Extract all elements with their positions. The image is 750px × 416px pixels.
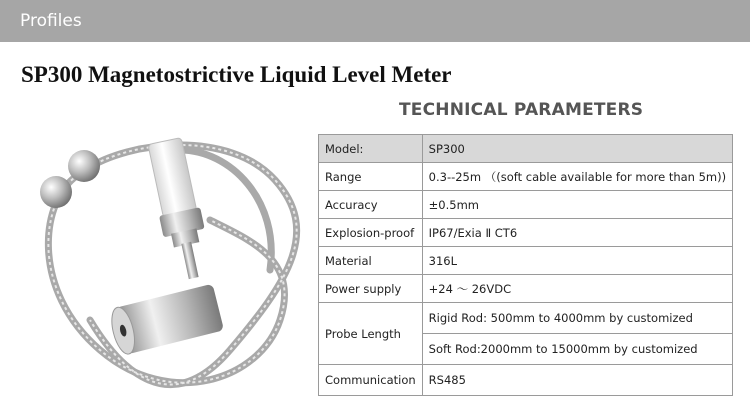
float-ball [68, 150, 100, 182]
table-row [319, 163, 733, 191]
table-row [319, 365, 733, 396]
section-label: Profiles [20, 11, 82, 31]
table-row [319, 303, 733, 334]
float-ball [40, 176, 72, 208]
spec-label: Power supply [319, 275, 423, 303]
spec-value: +24 ～ 26VDC [422, 275, 732, 303]
spec-label: Probe Length [319, 303, 423, 365]
sensor-head [144, 137, 214, 283]
spec-value: 0.3--25m （(soft cable available for more than 5m)) [422, 163, 732, 191]
spec-value: Soft Rod:2000mm to 15000mm by customized [422, 334, 732, 365]
cylinder-float [108, 284, 224, 357]
table-row [319, 247, 733, 275]
table-row [319, 135, 733, 163]
spec-label: Model: [319, 135, 423, 163]
spec-label: Accuracy [319, 191, 423, 219]
spec-label: Explosion-proof [319, 219, 423, 247]
table-row [319, 275, 733, 303]
spec-label: Material [319, 247, 423, 275]
spec-value: IP67/Exia Ⅱ CT6 [422, 219, 732, 247]
product-photo [30, 120, 320, 400]
spec-label: Range [319, 163, 423, 191]
spec-value: SP300 [422, 135, 732, 163]
table-row [319, 219, 733, 247]
technical-parameters-heading: TECHNICAL PARAMETERS [399, 100, 644, 120]
spec-value: 316L [422, 247, 732, 275]
spec-value: RS485 [422, 365, 732, 396]
spec-label: Communication [319, 365, 423, 396]
spec-table [318, 134, 733, 396]
product-title: SP300 Magnetostrictive Liquid Level Meter [21, 62, 452, 87]
spec-value: Rigid Rod: 500mm to 4000mm by customized [422, 303, 732, 334]
header-bar [0, 0, 750, 42]
table-row [319, 191, 733, 219]
spec-value: ±0.5mm [422, 191, 732, 219]
